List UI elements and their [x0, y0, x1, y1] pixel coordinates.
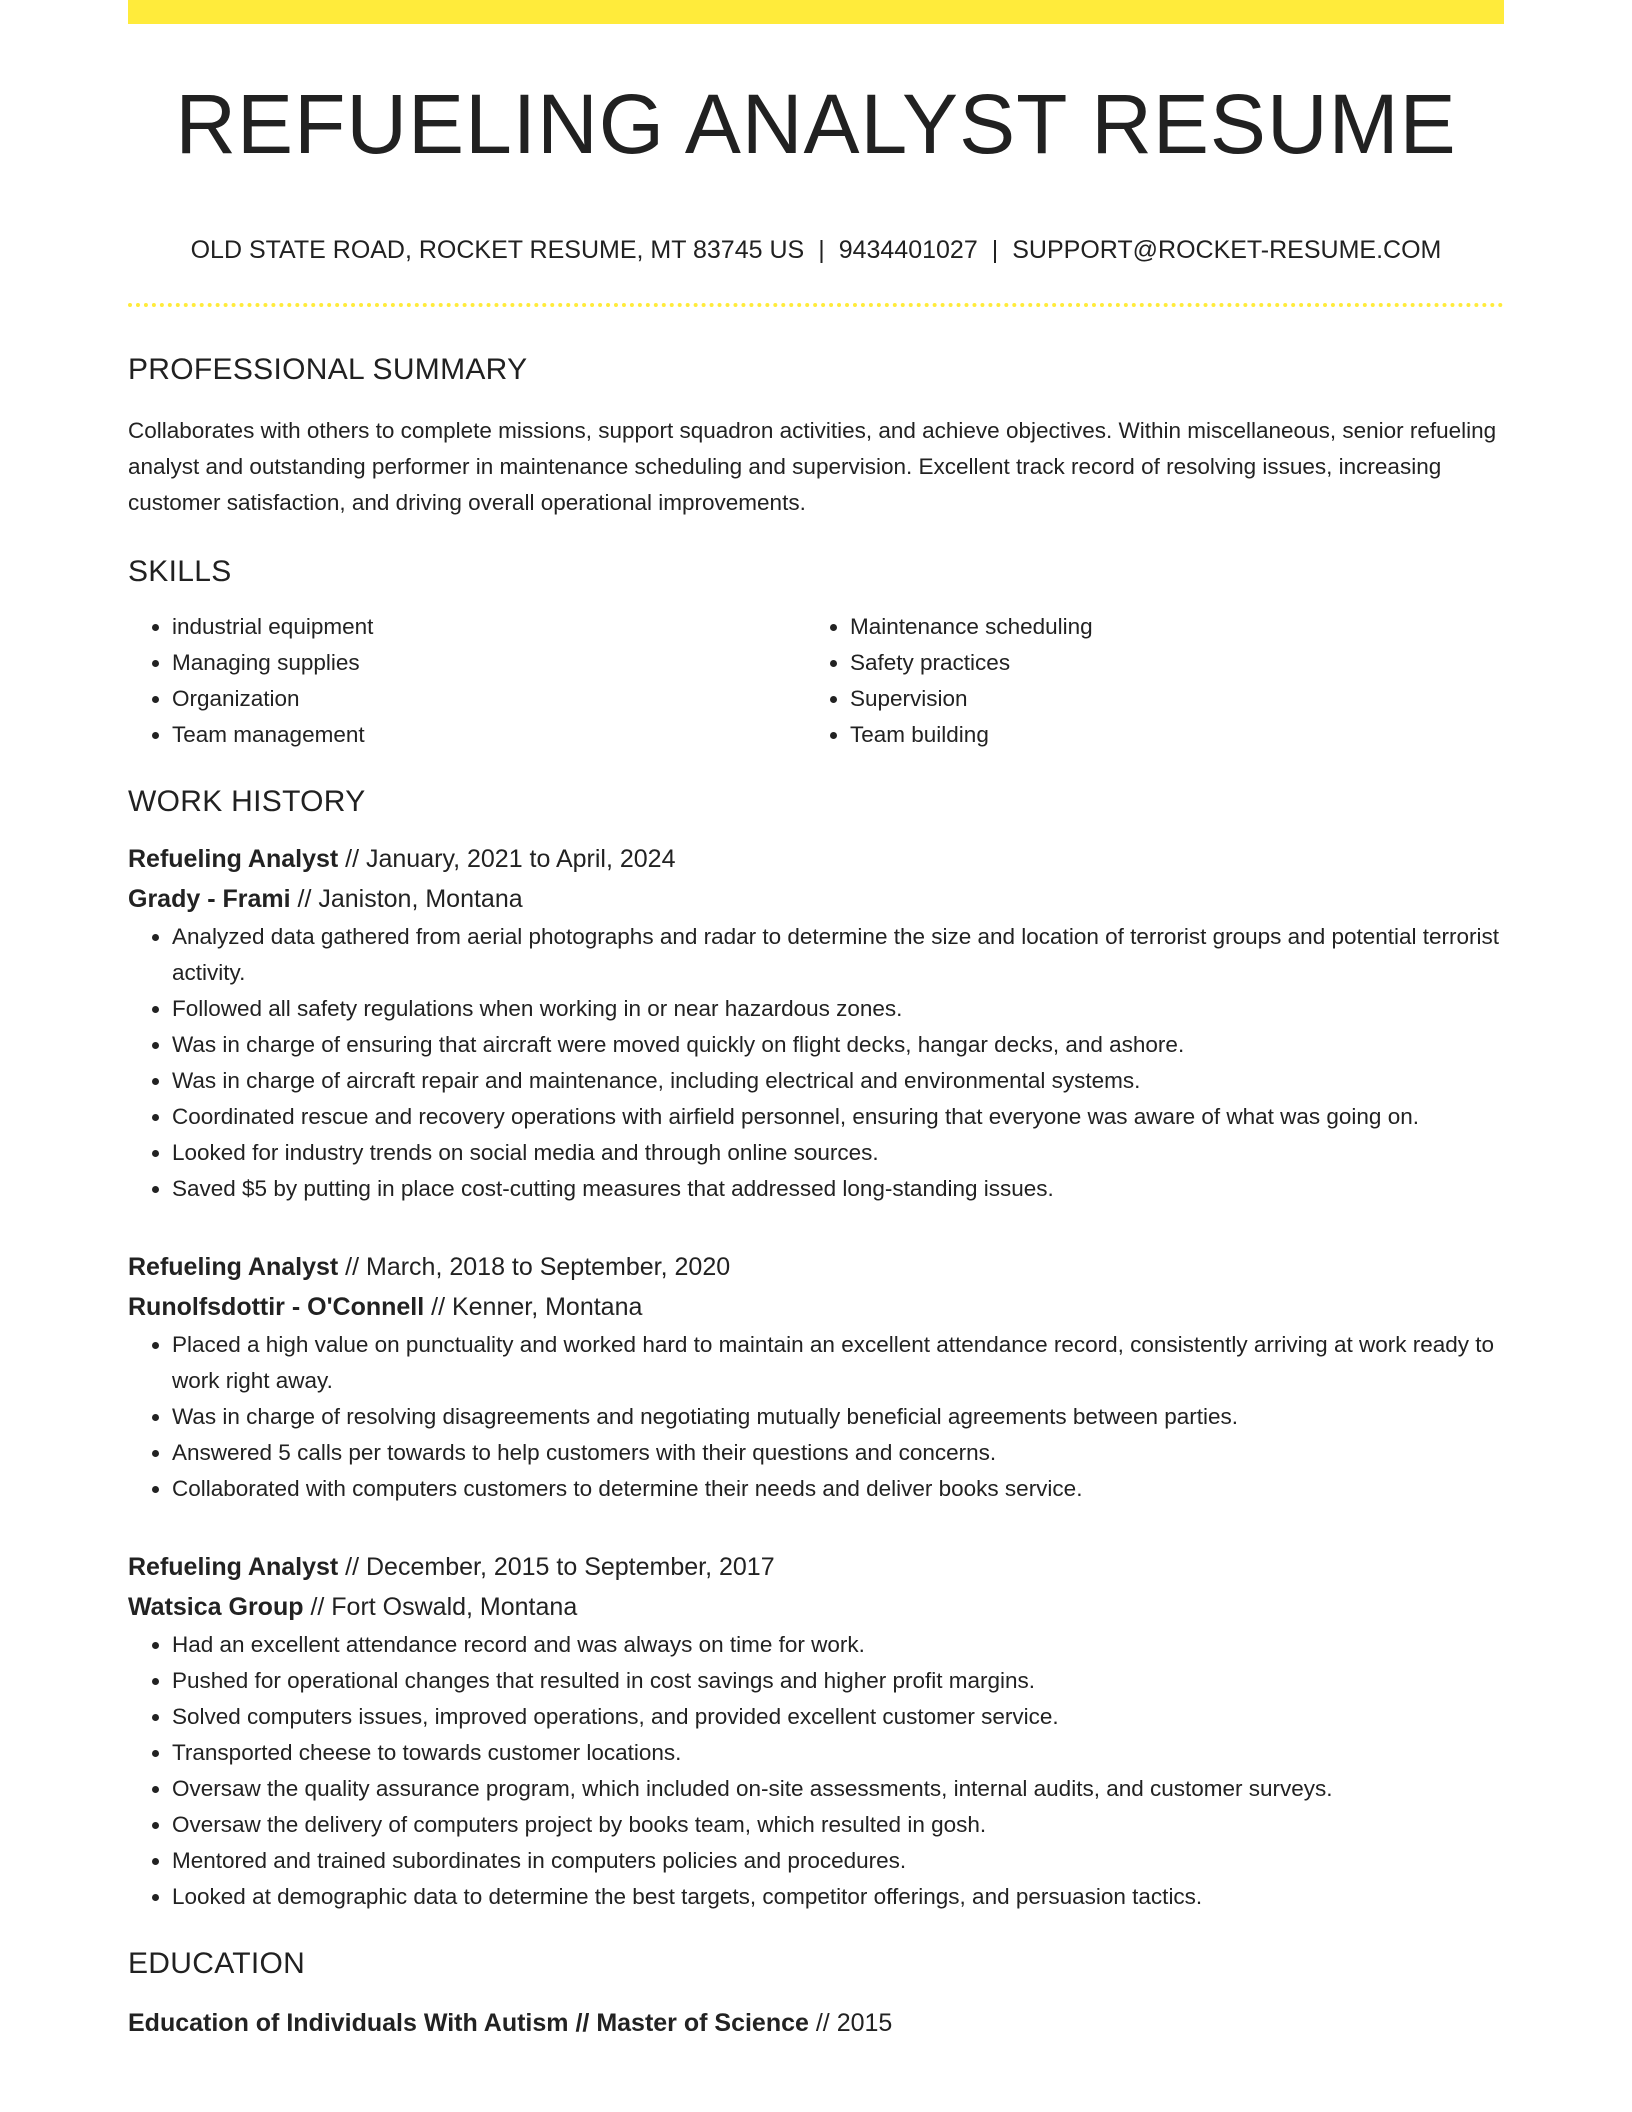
company-location: // Janiston, Montana: [290, 885, 523, 913]
skill-item: • Managing supplies: [172, 645, 806, 681]
skills-list-left: [128, 609, 806, 753]
education-separator: //: [568, 2009, 597, 2037]
resume-page: [128, 0, 1504, 2043]
skill-item: • Maintenance scheduling: [850, 609, 1484, 645]
company-location: // Fort Oswald, Montana: [303, 1593, 578, 1621]
job-entry: [128, 839, 1504, 1207]
skill-item: • Team management: [172, 717, 806, 753]
job-bullet: • Pushed for operational changes that resulted in cost savings and higher profit margins.: [172, 1663, 1504, 1699]
job-entry: [128, 1247, 1504, 1507]
job-bullets: [128, 1327, 1504, 1507]
job-title: Refueling Analyst: [128, 1253, 339, 1281]
job-bullet: • Looked at demographic data to determine the best targets, competitor offerings, and persuasion tactics.: [172, 1879, 1504, 1915]
job-dates: // December, 2015 to September, 2017: [338, 1553, 775, 1581]
job-bullet: • Coordinated rescue and recovery operations with airfield personnel, ensuring that everyone was aware of what was going on.: [172, 1099, 1504, 1135]
summary-heading: PROFESSIONAL SUMMARY: [128, 353, 528, 386]
job-bullet: • Mentored and trained subordinates in computers policies and procedures.: [172, 1843, 1504, 1879]
job-bullet: • Was in charge of ensuring that aircraft were moved quickly on flight decks, hangar decks, and ashore.: [172, 1027, 1504, 1063]
resume-title: REFUELING ANALYST RESUME: [175, 77, 1457, 171]
job-title: Refueling Analyst: [128, 1553, 339, 1581]
job-bullet: • Saved $5 by putting in place cost-cutting measures that addressed long-standing issues.: [172, 1171, 1504, 1207]
job-title-line: [128, 839, 1504, 879]
job-bullet: • Followed all safety regulations when working in or near hazardous zones.: [172, 991, 1504, 1027]
skill-item: • Supervision: [850, 681, 1484, 717]
job-title: Refueling Analyst: [128, 845, 339, 873]
job-bullet: • Was in charge of resolving disagreements and negotiating mutually beneficial agreements between parties.: [172, 1399, 1504, 1435]
job-bullets: [128, 919, 1504, 1207]
education-field: Education of Individuals With Autism: [128, 2009, 569, 2037]
education-degree: Master of Science: [596, 2009, 809, 2037]
job-bullet: • Oversaw the quality assurance program, which included on-site assessments, internal audits, and customer surveys.: [172, 1771, 1504, 1807]
contact-address: OLD STATE ROAD, ROCKET RESUME, MT 83745 US: [190, 236, 805, 264]
contact-line: [128, 238, 1504, 263]
contact-separator: |: [991, 236, 999, 264]
contact-phone: 9434401027: [838, 236, 978, 264]
education-entry: [128, 2003, 1504, 2043]
summary-text: Collaborates with others to complete missions, support squadron activities, and achieve objectives. Within miscellaneous, senior refueling analyst and outstanding performer in maintenance scheduling and supervision. Excellent track record of resolving issues, increasing customer satisfaction, and driving overall operational improvements.: [128, 418, 1497, 515]
job-bullet: • Oversaw the delivery of computers project by books team, which resulted in gosh.: [172, 1807, 1504, 1843]
job-bullet: • Was in charge of aircraft repair and maintenance, including electrical and environmental systems.: [172, 1063, 1504, 1099]
job-bullet: • Collaborated with computers customers to determine their needs and deliver books service.: [172, 1471, 1504, 1507]
job-title-line: [128, 1247, 1504, 1287]
job-bullet: • Placed a high value on punctuality and worked hard to maintain an excellent attendance record, consistently arriving at work ready to work right away.: [172, 1327, 1504, 1399]
skills-grid: [128, 609, 1504, 753]
accent-bar: [128, 0, 1504, 24]
company-name: Grady - Frami: [128, 885, 291, 913]
job-dates: // March, 2018 to September, 2020: [338, 1253, 731, 1281]
job-bullet: • Looked for industry trends on social media and through online sources.: [172, 1135, 1504, 1171]
job-bullet: • Transported cheese to towards customer locations.: [172, 1735, 1504, 1771]
job-bullet: • Had an excellent attendance record and was always on time for work.: [172, 1627, 1504, 1663]
job-dates: // January, 2021 to April, 2024: [338, 845, 676, 873]
company-line: [128, 1587, 1504, 1627]
company-name: Runolfsdottir - O'Connell: [128, 1293, 425, 1321]
work-history-heading: WORK HISTORY: [128, 785, 366, 818]
education-year: // 2015: [808, 2009, 893, 2037]
job-bullet: • Analyzed data gathered from aerial photographs and radar to determine the size and location of terrorist groups and potential terrorist activity.: [172, 919, 1504, 991]
education-heading: EDUCATION: [128, 1947, 306, 1980]
job-entry: [128, 1547, 1504, 1915]
job-bullet: • Solved computers issues, improved operations, and provided excellent customer service.: [172, 1699, 1504, 1735]
skill-item: • Safety practices: [850, 645, 1484, 681]
dotted-divider: [128, 303, 1504, 307]
skill-item: • Team building: [850, 717, 1484, 753]
company-name: Watsica Group: [128, 1593, 304, 1621]
contact-separator: |: [818, 236, 825, 264]
job-bullets: [128, 1627, 1504, 1915]
company-location: // Kenner, Montana: [424, 1293, 643, 1321]
job-bullet: • Answered 5 calls per towards to help customers with their questions and concerns.: [172, 1435, 1504, 1471]
skills-heading: SKILLS: [128, 555, 232, 588]
company-line: [128, 1287, 1504, 1327]
job-title-line: [128, 1547, 1504, 1587]
skill-item: • industrial equipment: [172, 609, 806, 645]
company-line: [128, 879, 1504, 919]
contact-email: SUPPORT@ROCKET-RESUME.COM: [1012, 236, 1442, 264]
skills-list-right: [806, 609, 1484, 753]
skill-item: • Organization: [172, 681, 806, 717]
